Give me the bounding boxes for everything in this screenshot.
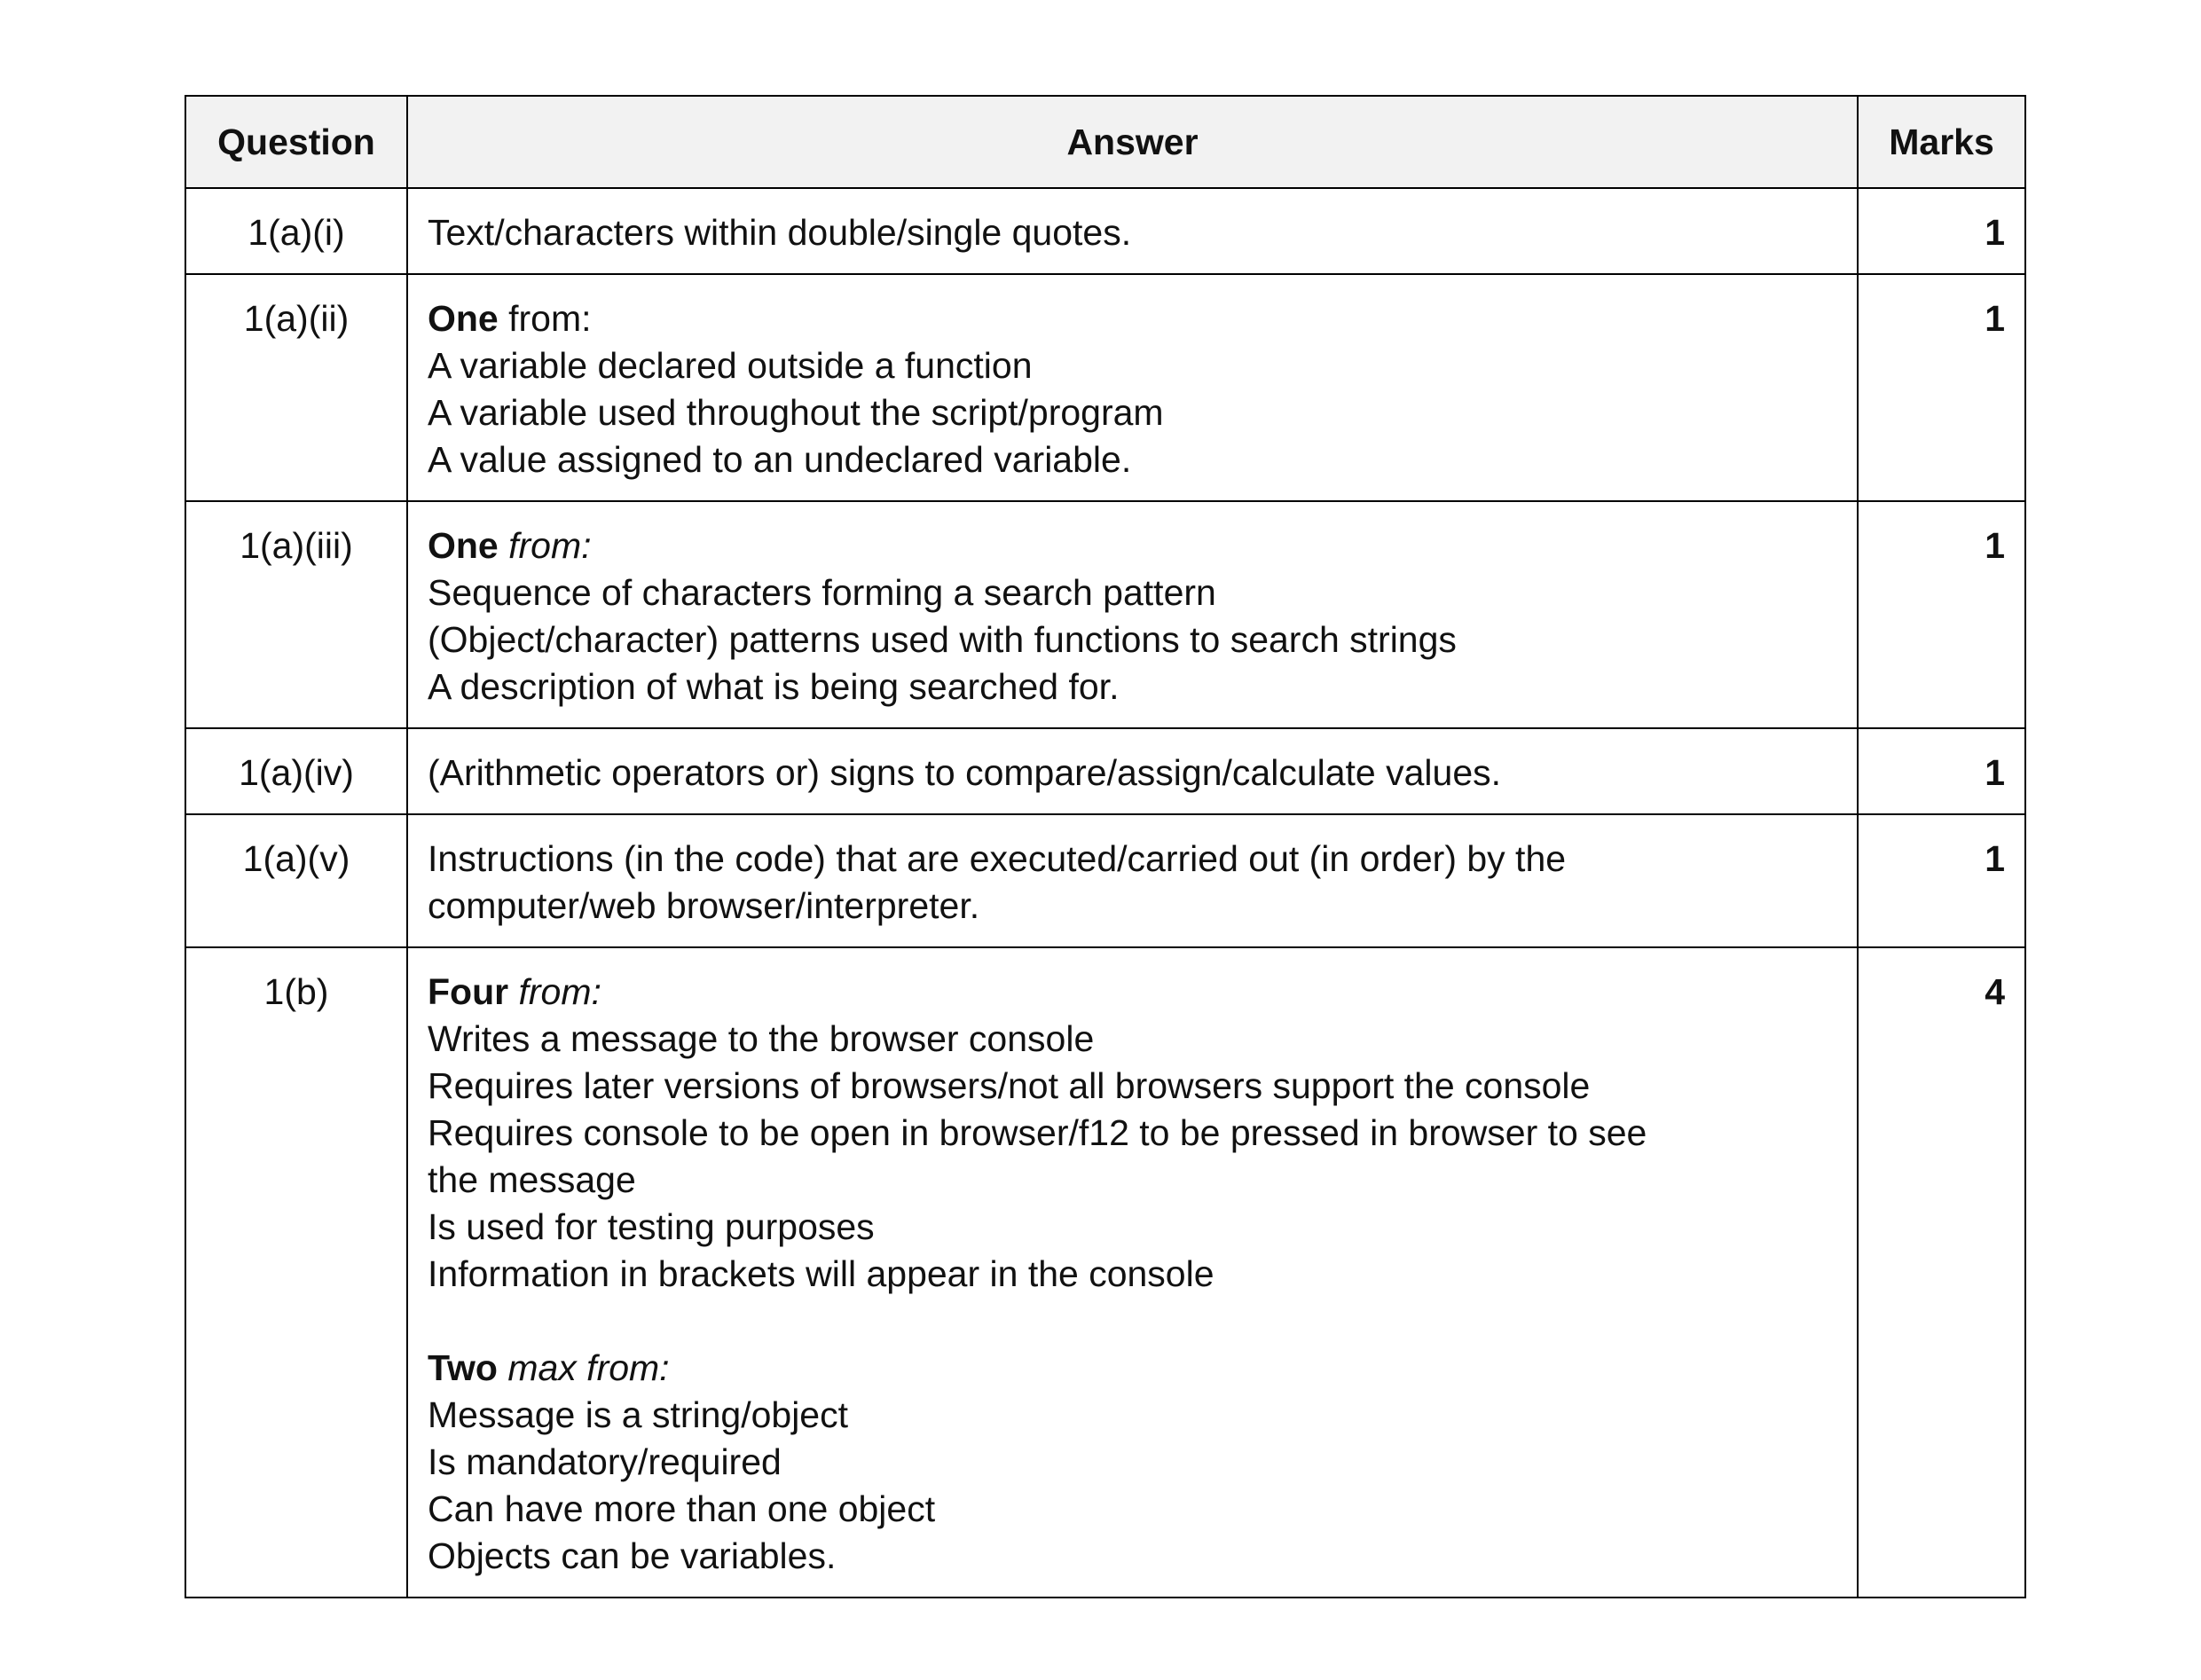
answer-line: computer/web browser/interpreter.: [428, 885, 980, 926]
question-number: 1(a)(ii): [185, 274, 407, 501]
answer-cell: [407, 728, 1858, 814]
answer-lead: [428, 1345, 1837, 1392]
header-answer: Answer: [407, 96, 1858, 188]
answer-line: Message is a string/object: [428, 1394, 849, 1435]
answer-line: Sequence of characters forming a search pattern: [428, 572, 1216, 613]
question-number: 1(b): [185, 947, 407, 1598]
table-row: [185, 188, 2025, 274]
answer-cell: [407, 947, 1858, 1598]
answer-cell: [407, 274, 1858, 501]
answer-line: Information in brackets will appear in the console: [428, 1253, 1214, 1294]
answer-line: Is used for testing purposes: [428, 1206, 875, 1247]
answer-lead: [428, 969, 1837, 1016]
answer-lead-rest: max from:: [497, 1347, 670, 1388]
answer-cell: [407, 501, 1858, 728]
answer-lead-bold: Four: [428, 971, 509, 1012]
answer-lead-rest: from:: [498, 525, 592, 566]
marks-value: 1: [1858, 814, 2025, 947]
table-row: [185, 728, 2025, 814]
header-question: Question: [185, 96, 407, 188]
answer-cell: [407, 814, 1858, 947]
answer-line: A variable declared outside a function: [428, 345, 1033, 386]
question-number: 1(a)(iii): [185, 501, 407, 728]
table-row: [185, 947, 2025, 1598]
mark-scheme-table: [185, 95, 2026, 1598]
answer-lead: [428, 295, 1837, 342]
table-row: [185, 814, 2025, 947]
header-row: [185, 96, 2025, 188]
answer-line: Is mandatory/required: [428, 1441, 782, 1482]
answer-lead-bold: One: [428, 525, 499, 566]
answer-line: Requires later versions of browsers/not all browsers support the console: [428, 1065, 1591, 1106]
question-number: 1(a)(iv): [185, 728, 407, 814]
answer-line: A variable used throughout the script/program: [428, 392, 1164, 433]
question-number: 1(a)(i): [185, 188, 407, 274]
marks-value: 1: [1858, 188, 2025, 274]
answer-line: (Arithmetic operators or) signs to compare/assign/calculate values.: [428, 752, 1502, 793]
marks-value: 1: [1858, 501, 2025, 728]
table-row: [185, 501, 2025, 728]
answer-line: the message: [428, 1159, 636, 1200]
marks-value: 1: [1858, 274, 2025, 501]
answer-line: A value assigned to an undeclared variable.: [428, 439, 1132, 480]
answer-lead: [428, 522, 1837, 569]
question-number: 1(a)(v): [185, 814, 407, 947]
marks-value: 1: [1858, 728, 2025, 814]
answer-line: Text/characters within double/single quotes.: [428, 212, 1132, 253]
answer-cell: [407, 188, 1858, 274]
answer-line: (Object/character) patterns used with functions to search strings: [428, 619, 1457, 660]
answer-lead-rest: from:: [508, 971, 601, 1012]
answer-line: Objects can be variables.: [428, 1535, 837, 1576]
answer-line: Can have more than one object: [428, 1488, 936, 1529]
marks-value: 4: [1858, 947, 2025, 1598]
answer-line: Writes a message to the browser console: [428, 1018, 1095, 1059]
answer-line: Instructions (in the code) that are executed/carried out (in order) by the: [428, 838, 1567, 879]
table-row: [185, 274, 2025, 501]
answer-line: A description of what is being searched for.: [428, 666, 1120, 707]
answer-lead-bold: Two: [428, 1347, 498, 1388]
header-marks: Marks: [1858, 96, 2025, 188]
answer-lead-bold: One: [428, 298, 499, 339]
answer-line: Requires console to be open in browser/f12 to be pressed in browser to see: [428, 1112, 1647, 1153]
answer-lead-rest: from:: [498, 298, 592, 339]
blank-line: [428, 1298, 1837, 1345]
